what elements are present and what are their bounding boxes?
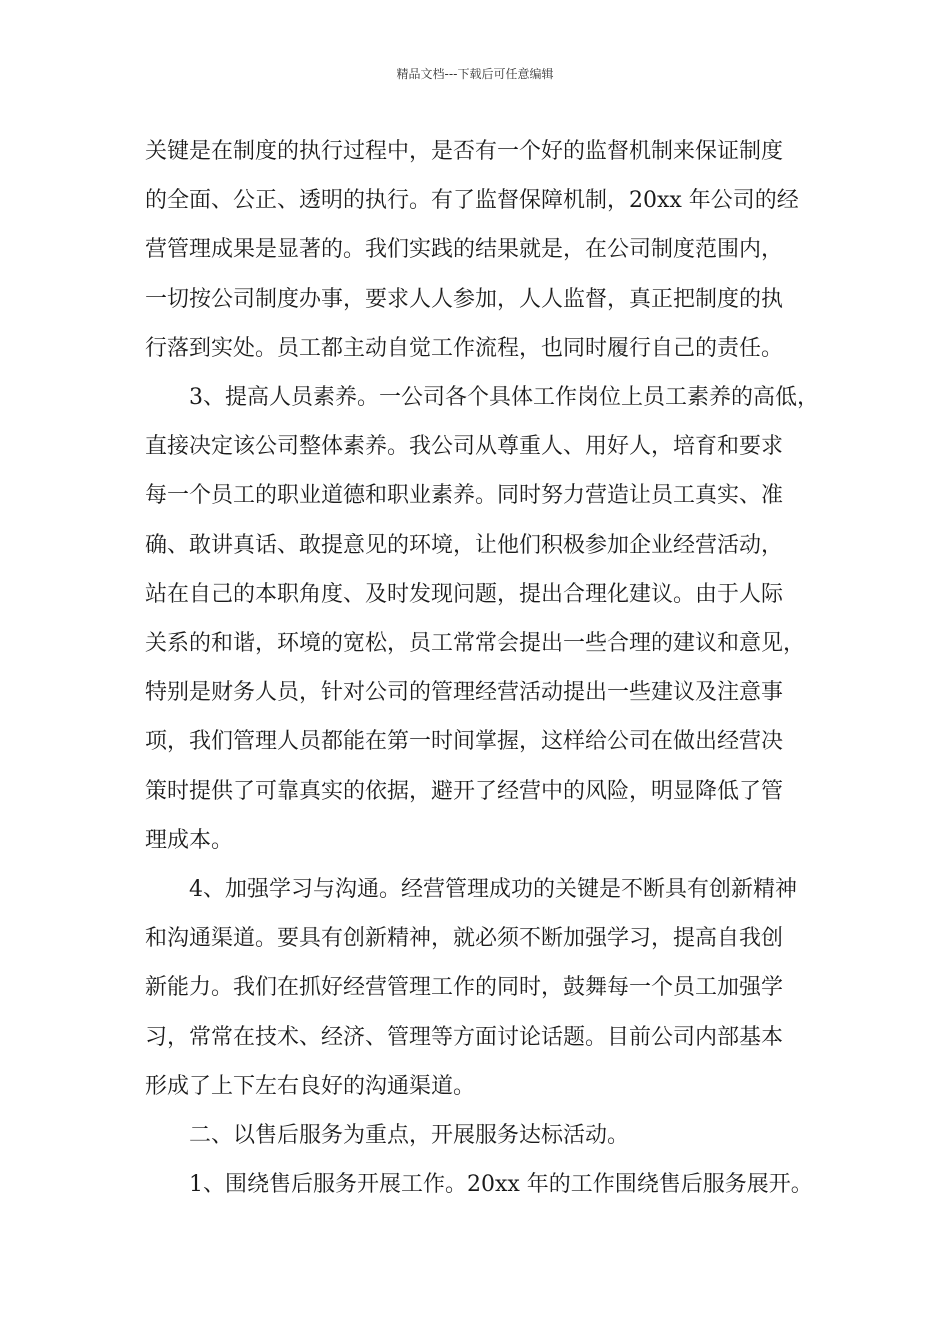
text-line: [0, 1014, 950, 1062]
text-line: [0, 1161, 950, 1209]
text-line: [0, 325, 950, 373]
text-line-content: 行落到实处。员工都主动自觉工作流程，也同时履行自己的责任。: [145, 335, 784, 361]
text-line: [0, 276, 950, 324]
text-line: [0, 374, 950, 422]
text-line: [0, 472, 950, 520]
text-line: [0, 1112, 950, 1160]
text-line-content: 特别是财务人员，针对公司的管理经营活动提出一些建议及注意事: [145, 680, 784, 706]
text-line: [0, 866, 950, 914]
text-line: [0, 817, 950, 865]
text-line-content: 3、提高人员素养。一公司各个具体工作岗位上员工素养的高低，: [189, 385, 819, 410]
text-line: [0, 177, 950, 225]
page-header: 精品文档---下载后可任意编辑: [396, 67, 554, 81]
text-line-content: 一切按公司制度办事，要求人人参加，人人监督，真正把制度的执: [145, 286, 784, 312]
text-line-content: 4、加强学习与沟通。经营管理成功的关键是不断具有创新精神: [189, 877, 797, 902]
text-line-content: 策时提供了可靠真实的依据，避开了经营中的风险，明显降低了管: [145, 778, 784, 804]
text-line: [0, 1063, 950, 1111]
text-line-content: 二、以售后服务为重点，开展服务达标活动。: [189, 1123, 630, 1148]
text-line: [0, 768, 950, 816]
text-line: [0, 718, 950, 766]
text-line-content: 直接决定该公司整体素养。我公司从尊重人、用好人，培育和要求: [145, 434, 784, 460]
text-line: [0, 964, 950, 1012]
text-line-content: 营管理成果是显著的。我们实践的结果就是，在公司制度范围内，: [145, 237, 784, 263]
text-line: [0, 915, 950, 963]
text-line: [0, 522, 950, 570]
text-line-content: 理成本。: [145, 827, 234, 853]
text-line-content: 每一个员工的职业道德和职业素养。同时努力营造让员工真实、准: [145, 483, 784, 509]
text-line-content: 项，我们管理人员都能在第一时间掌握，这样给公司在做出经营决: [145, 729, 784, 755]
text-line: [0, 669, 950, 717]
text-line: [0, 423, 950, 471]
text-line-content: 关键是在制度的执行过程中，是否有一个好的监督机制来保证制度: [145, 139, 784, 164]
text-line-content: 1、围绕售后服务开展工作。20xx 年的工作围绕售后服务展开。: [189, 1172, 813, 1198]
text-line: [0, 226, 950, 274]
text-line-content: 新能力。我们在抓好经营管理工作的同时，鼓舞每一个员工加强学: [145, 975, 784, 1001]
text-line-content: 形成了上下左右良好的沟通渠道。: [145, 1073, 476, 1099]
text-line-content: 确、敢讲真话、敢提意见的环境，让他们积极参加企业经营活动，: [145, 532, 784, 558]
text-line-content: 的全面、公正、透明的执行。有了监督保障机制，20xx 年公司的经: [145, 188, 799, 214]
text-line-content: 关系的和谐，环境的宽松，员工常常会提出一些合理的建议和意见，: [145, 631, 806, 656]
text-line: [0, 128, 950, 176]
text-line: [0, 620, 950, 668]
text-line-content: 站在自己的本职角度、及时发现问题，提出合理化建议。由于人际: [145, 581, 784, 607]
text-line-content: 习，常常在技术、经济、管理等方面讨论话题。目前公司内部基本: [145, 1024, 784, 1050]
text-line-content: 和沟通渠道。要具有创新精神，就必须不断加强学习，提高自我创: [145, 926, 784, 952]
text-line: [0, 571, 950, 619]
